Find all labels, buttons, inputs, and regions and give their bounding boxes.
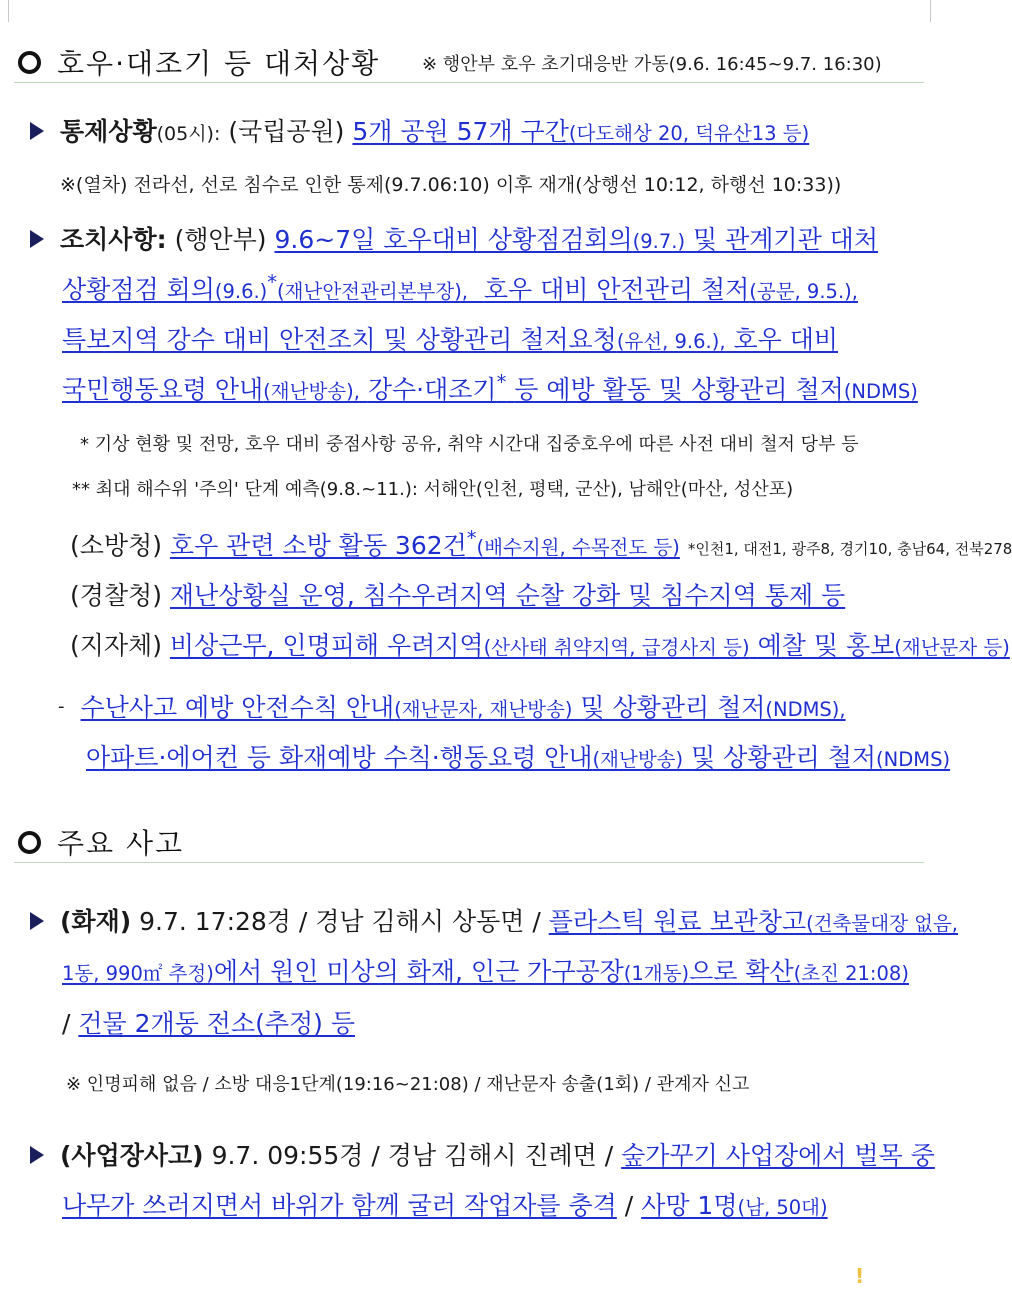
work-place: 경남 김해시 진례면 / bbox=[387, 1141, 614, 1170]
work-result: 사망 1명(남, 50대) bbox=[641, 1191, 828, 1220]
arrow-bullet-icon bbox=[30, 912, 44, 930]
dash-bullet: - bbox=[58, 696, 65, 717]
section-title-text: 호우·대조기 등 대처상황 bbox=[57, 47, 381, 80]
control-label: 통제상황 bbox=[60, 117, 157, 146]
circle-bullet-icon bbox=[18, 51, 41, 74]
control-scope: (국립공원) bbox=[228, 117, 345, 146]
work-l1: 숲가꾸기 사업장에서 벌목 중 bbox=[621, 1141, 935, 1170]
section-divider bbox=[14, 862, 924, 863]
work-slash: / bbox=[624, 1191, 634, 1220]
section-divider bbox=[14, 82, 924, 83]
fire-place: 경남 김해시 상동면 / bbox=[315, 907, 541, 936]
fire-result: 건물 2개동 전소(추정) 등 bbox=[78, 1009, 355, 1038]
arrow-bullet-icon bbox=[30, 122, 44, 140]
work-accident-line-1 bbox=[30, 1136, 935, 1172]
fire-note: ※ 인명피해 없음 / 소방 대응1단계(19:16~21:08) / 재난문자 송출(1회) / 관계자 신고 bbox=[66, 1074, 750, 1095]
arrow-bullet-icon bbox=[30, 230, 44, 248]
fire-agency-main: 호우 관련 소방 활동 362건*(배수지원, 수목전도 등) bbox=[169, 526, 680, 560]
footnote-1: * 기상 현황 및 전망, 호우 대비 중점사항 공유, 취약 시간대 집중호우에 따른 사전 대비 철저 당부 등 bbox=[80, 434, 859, 455]
police-line bbox=[70, 576, 845, 612]
measures-line-1 bbox=[30, 220, 878, 256]
fire-agency-line bbox=[70, 526, 1012, 562]
control-note: ※(열차) 전라선, 선로 침수로 인한 통제(9.7.06:10) 이후 재개(상행선 10:12, 하행선 10:33)) bbox=[60, 174, 842, 196]
fire-l1: 플라스틱 원료 보관창고(건축물대장 없음, bbox=[548, 907, 958, 936]
measures-line-2: 상황점검 회의(9.6.)*(재난안전관리본부장), 호우 대비 안전관리 철저(공문, 9.5.), bbox=[62, 270, 858, 304]
measures-line-4: 국민행동요령 안내(재난방송), 강수·대조기* 등 예방 활동 및 상황관리 철저(NDMS) bbox=[62, 370, 918, 404]
fire-label: (화재) bbox=[60, 907, 132, 936]
local-main: 비상근무, 인명피해 우려지역(산사태 취약지역, 급경사지 등) 예찰 및 홍보(재난문자 등) bbox=[169, 631, 1010, 660]
work-label: (사업장사고) bbox=[60, 1141, 204, 1170]
control-main: 5개 공원 57개 구간(다도해상 20, 덕유산13 등) bbox=[352, 117, 810, 146]
measures-l1: 9.6~7일 호우대비 상황점검회의(9.7.) 및 관계기관 대처 bbox=[274, 225, 878, 254]
fire-accident-line-3 bbox=[62, 1004, 355, 1040]
section-title-text: 주요 사고 bbox=[57, 827, 185, 860]
police-label: (경찰청) bbox=[70, 581, 162, 610]
fire-accident-line-1 bbox=[30, 902, 958, 938]
work-time: 9.7. 09:55경 / bbox=[211, 1141, 380, 1170]
local-line bbox=[70, 626, 1010, 662]
dash-line-1 bbox=[58, 688, 846, 724]
dash-1-main: 수난사고 예방 안전수칙 안내(재난문자, 재난방송) 및 상황관리 철저(NDMS), bbox=[80, 693, 846, 722]
section-note: ※ 행안부 호우 초기대응반 가동(9.6. 16:45~9.7. 16:30) bbox=[422, 54, 882, 75]
dash-line-2: 아파트·에어컨 등 화재예방 수칙·행동요령 안내(재난방송) 및 상황관리 철저(NDMS) bbox=[86, 743, 951, 772]
fire-slash: / bbox=[62, 1009, 71, 1038]
fire-accident-line-2: 1동, 990㎡ 추정)에서 원인 미상의 화재, 인근 가구공장(1개동)으로 확산(초진 21:08) bbox=[62, 957, 909, 986]
page-corner-left bbox=[8, 0, 9, 22]
control-status-line bbox=[30, 112, 809, 148]
fire-agency-note: *인천1, 대전1, 광주8, 경기10, 충남64, 전북278 bbox=[687, 540, 1012, 558]
warning-marker: ! bbox=[855, 1264, 865, 1288]
work-accident-line-2 bbox=[62, 1186, 828, 1222]
local-label: (지자체) bbox=[70, 631, 162, 660]
measures-agency: (행안부) bbox=[174, 225, 267, 254]
fire-time: 9.7. 17:28경 / bbox=[139, 907, 308, 936]
control-time: (05시): bbox=[156, 123, 221, 145]
footnote-2: ** 최대 해수위 '주의' 단계 예측(9.8.~11.): 서해안(인천, 평택, 군산), 남해안(마산, 성산포) bbox=[72, 479, 794, 500]
section-title-rain bbox=[18, 42, 380, 82]
page-corner-right bbox=[930, 0, 931, 22]
measures-label: 조치사항: bbox=[60, 225, 167, 254]
measures-line-3: 특보지역 강수 대비 안전조치 및 상황관리 철저요청(유선, 9.6.), 호우 대비 bbox=[62, 325, 839, 354]
section-title-accidents bbox=[18, 822, 184, 862]
circle-bullet-icon bbox=[18, 831, 41, 854]
police-main: 재난상황실 운영, 침수우려지역 순찰 강화 및 침수지역 통제 등 bbox=[169, 581, 846, 610]
arrow-bullet-icon bbox=[30, 1146, 44, 1164]
fire-agency-label: (소방청) bbox=[70, 531, 162, 560]
work-l2a: 나무가 쓰러지면서 바위가 함께 굴러 작업자를 충격 bbox=[62, 1191, 617, 1220]
